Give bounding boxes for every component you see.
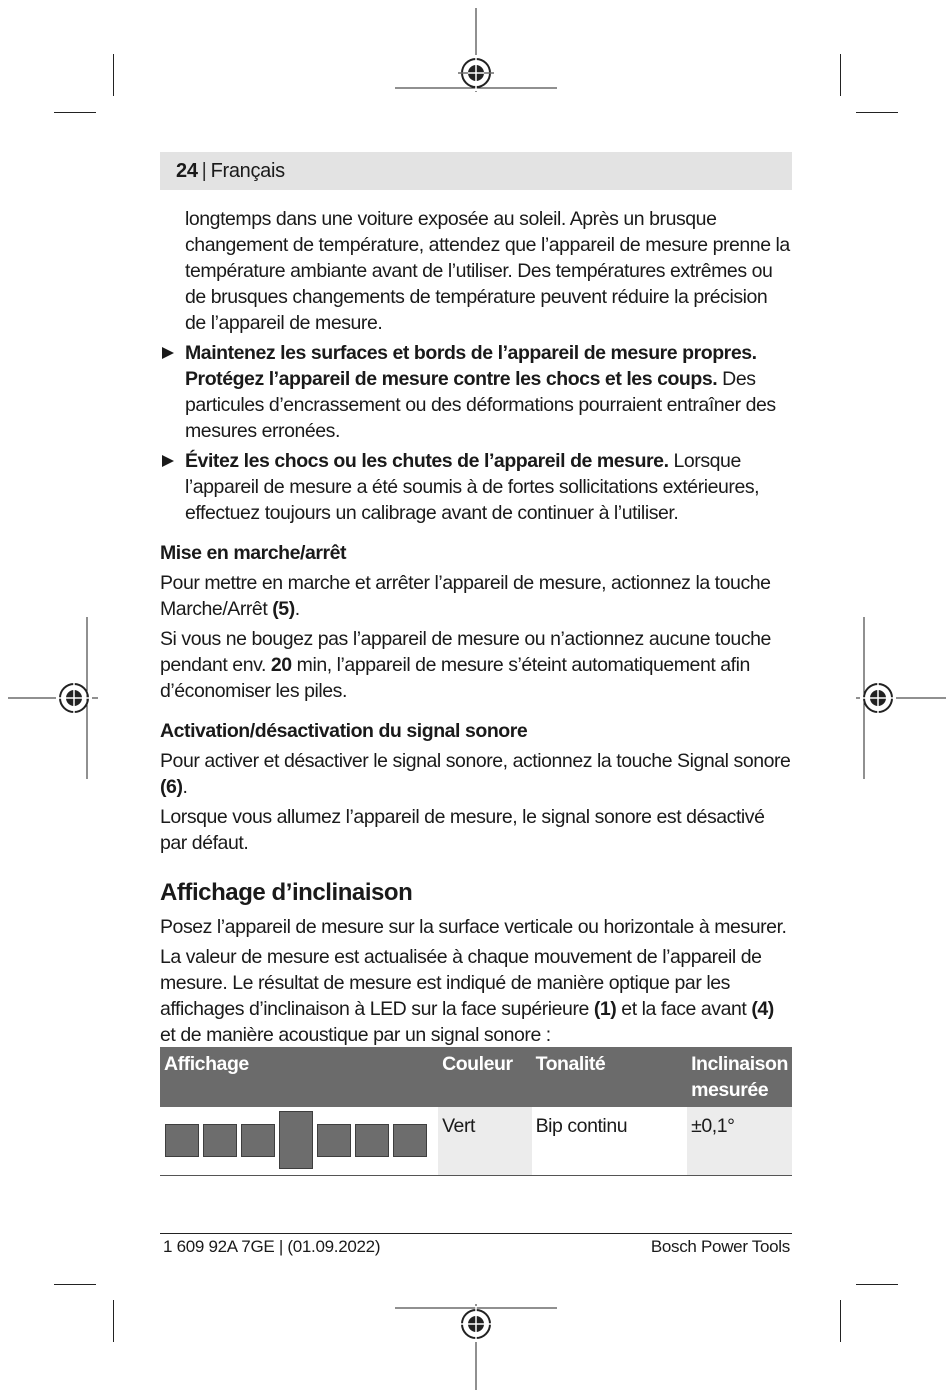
bullet-text: Des particules d’encrassement ou des déformations pourraient entraîner des mesures erronées. xyxy=(185,368,776,442)
crop-mark xyxy=(840,54,841,96)
inclination-heading: Affichage d’inclinaison xyxy=(160,879,413,906)
crop-mark xyxy=(113,1300,114,1342)
led-segment-active xyxy=(279,1111,313,1169)
table-row xyxy=(160,1107,792,1176)
text: min, l’appareil de mesure s’éteint automatiquement afin d’économiser les piles. xyxy=(160,654,750,702)
bullet-bold-text: Maintenez les surfaces et bords de l’appareil de mesure propres. Protégez l’appareil de mesure contre les chocs et les coups. xyxy=(185,342,757,390)
led-segment xyxy=(241,1124,275,1157)
led-segment xyxy=(317,1124,351,1157)
bullet-item xyxy=(160,448,792,526)
power-heading: Mise en marche/arrêt xyxy=(160,542,347,564)
bullet-item xyxy=(160,340,792,444)
key-reference: (6) xyxy=(160,776,183,798)
registration-mark-left xyxy=(8,617,98,779)
timeout-value: 20 xyxy=(270,654,292,676)
page-number: 24 xyxy=(176,159,198,182)
cell-tone: Bip continu xyxy=(532,1107,688,1176)
bullet-text: Lorsque l’appareil de mesure a été soumis à de fortes sollicitations extérieures, effectuez toujours un calibrage avant de continuer à l’utiliser. xyxy=(185,450,760,524)
sound-heading: Activation/désactivation du signal sonore xyxy=(160,720,528,742)
inclination-table xyxy=(160,1047,792,1176)
key-reference: (5) xyxy=(272,598,295,620)
power-paragraph-2 xyxy=(160,626,792,704)
cell-angle: ±0,1° xyxy=(687,1107,792,1176)
registration-mark-right xyxy=(856,617,946,779)
crop-mark xyxy=(856,112,898,113)
header-angle: Inclinaison mesurée xyxy=(687,1047,792,1107)
crop-mark xyxy=(113,54,114,96)
header-language: Français xyxy=(210,159,285,182)
text: Pour mettre en marche et arrêter l’appareil de mesure, actionnez la touche Marche/Arrêt xyxy=(160,572,771,620)
header-color: Couleur xyxy=(438,1047,532,1107)
text: La valeur de mesure est actualisée à chaque mouvement de l’appareil de mesure. Le résultat de mesure est indiqué de manière optique par les affichages d’inclinaison à LED sur la face supérieure xyxy=(160,946,762,1020)
text: . xyxy=(182,776,188,798)
triangle-bullet-icon xyxy=(162,347,174,359)
led-segment xyxy=(393,1124,427,1157)
continued-paragraph: longtemps dans une voiture exposée au soleil. Après un brusque changement de température, attendez que l’appareil de mesure prenne la température ambiante avant de l’utiliser. Des températures extrêmes ou de brusques changements de température peuvent réduire la précision de l’appareil de mesure. xyxy=(185,208,790,334)
footer-rule xyxy=(160,1233,792,1234)
sound-paragraph-1 xyxy=(160,748,792,800)
inclination-paragraph-2 xyxy=(160,944,792,1048)
reference: (4) xyxy=(751,998,774,1020)
footer-brand: Bosch Power Tools xyxy=(650,1237,790,1256)
led-indicator xyxy=(164,1111,434,1169)
page-header xyxy=(160,152,792,190)
crop-mark xyxy=(856,1284,898,1285)
led-segment xyxy=(355,1124,389,1157)
led-segment xyxy=(203,1124,237,1157)
cell-color: Vert xyxy=(438,1107,532,1176)
crop-mark xyxy=(54,1284,96,1285)
reference: (1) xyxy=(593,998,617,1020)
registration-mark-bottom xyxy=(395,1304,557,1390)
crop-mark xyxy=(840,1300,841,1342)
power-paragraph-1 xyxy=(160,570,792,622)
text: Si vous ne bougez pas l’appareil de mesure ou n’actionnez aucune touche pendant env. xyxy=(160,628,771,676)
text: et la face avant xyxy=(616,998,752,1020)
header-separator: | xyxy=(201,159,207,182)
table-header-row xyxy=(160,1047,792,1107)
led-display-cell xyxy=(160,1107,438,1176)
text: Pour activer et désactiver le signal sonore, actionnez la touche Signal sonore xyxy=(160,750,791,772)
inclination-paragraph-1: Posez l’appareil de mesure sur la surface verticale ou horizontale à mesurer. xyxy=(160,916,787,938)
text: et de manière acoustique par un signal sonore : xyxy=(160,1024,551,1046)
crop-mark xyxy=(54,112,96,113)
bullet-bold-text: Évitez les chocs ou les chutes de l’appareil de mesure. xyxy=(185,450,669,472)
header-tone: Tonalité xyxy=(532,1047,688,1107)
page-content xyxy=(160,206,792,1048)
footer-document-id: 1 609 92A 7GE | (01.09.2022) xyxy=(163,1237,381,1256)
triangle-bullet-icon xyxy=(162,455,174,467)
header-display: Affichage xyxy=(160,1047,438,1107)
sound-paragraph-2: Lorsque vous allumez l’appareil de mesure, le signal sonore est désactivé par défaut. xyxy=(160,806,765,854)
text: . xyxy=(294,598,300,620)
registration-mark-top xyxy=(395,8,557,92)
led-segment xyxy=(165,1124,199,1157)
